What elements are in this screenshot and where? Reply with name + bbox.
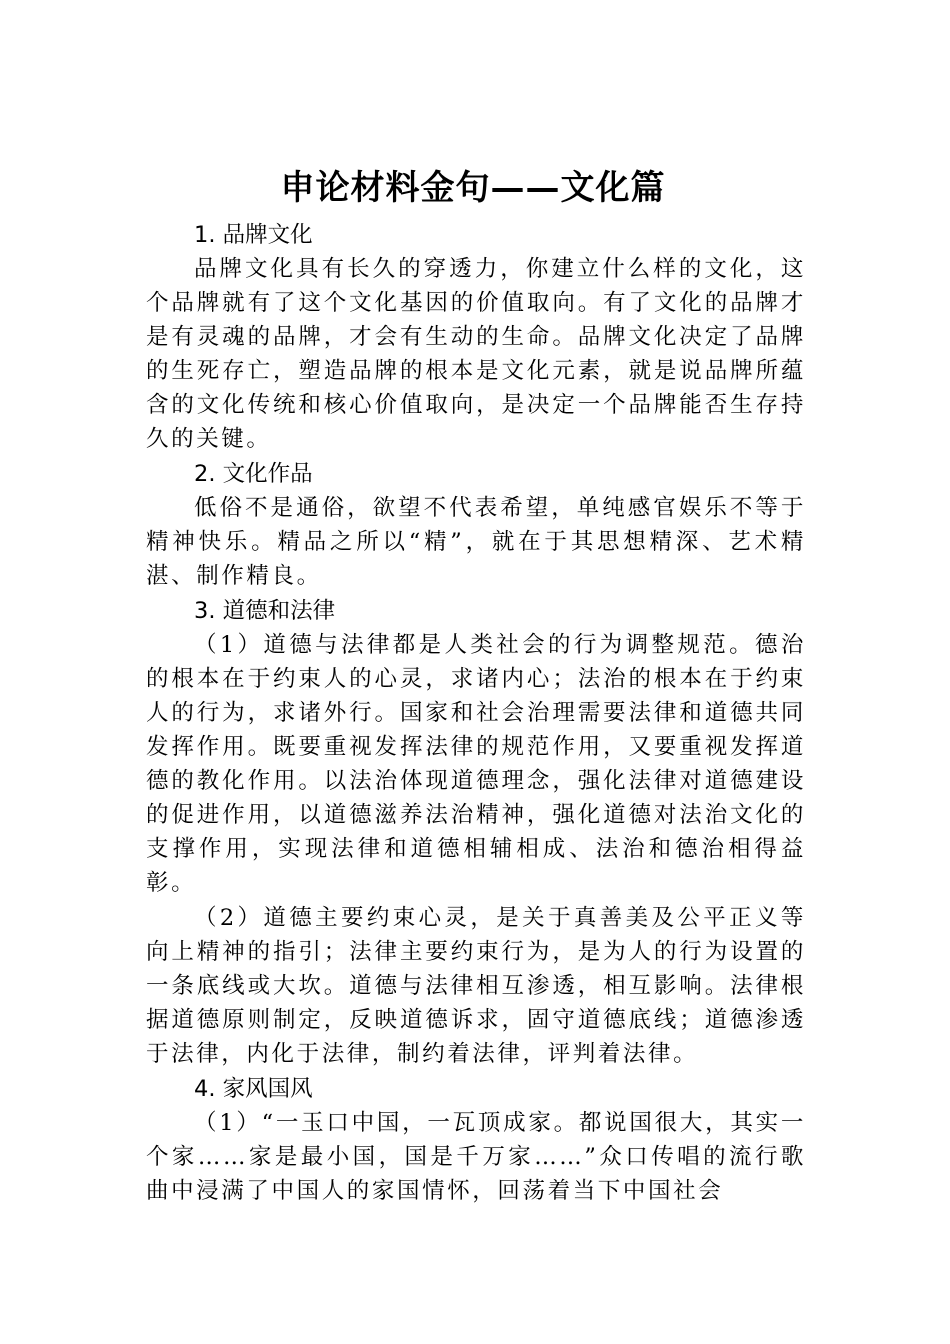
section-heading: 1. 品牌文化 xyxy=(194,222,313,248)
section-cultural-works xyxy=(146,457,806,593)
section-brand-culture xyxy=(146,218,806,456)
section-family-and-national-style xyxy=(146,1072,806,1208)
paragraph: （2）道德主要约束心灵，是关于真善美及公平正义等向上精神的指引；法律主要约束行为，是为人的行为设置的一条底线或大坎。道德与法律相互渗透，相互影响。法律根据道德原则制定，反映道德诉求，固守道德底线；道德渗透于法律，内化于法律，制约着法律，评判着法律。 xyxy=(146,905,806,1067)
section-heading: 4. 家风国风 xyxy=(194,1076,313,1102)
paragraph: （1）“一玉口中国，一瓦顶成家。都说国很大，其实一个家……家是最小国，国是千万家……”众口传唱的流行歌曲中浸满了中国人的家国情怀，回荡着当下中国社会 xyxy=(146,1110,806,1204)
document-page xyxy=(146,158,806,1209)
paragraph: （1）道德与法律都是人类社会的行为调整规范。德治的根本在于约束人的心灵，求诸内心；法治的根本在于约束人的行为，求诸外行。国家和社会治理需要法律和道德共同发挥作用。既要重视发挥法律的规范作用，又要重视发挥道德的教化作用。以法治体现道德理念，强化法律对道德建设的促进作用，以道德滋养法治精神，强化道德对法治文化的支撑作用，实现法律和道德相辅相成、法治和德治相得益彰。 xyxy=(146,632,806,896)
paragraph: 品牌文化具有长久的穿透力，你建立什么样的文化，这个品牌就有了这个文化基因的价值取向。有了文化的品牌才是有灵魂的品牌，才会有生动的生命。品牌文化决定了品牌的生死存亡，塑造品牌的根本是文化元素，就是说品牌所蕴含的文化传统和核心价值取向，是决定一个品牌能否生存持久的关键。 xyxy=(146,256,806,452)
section-heading: 3. 道德和法律 xyxy=(194,598,336,624)
section-morality-and-law xyxy=(146,594,806,1071)
document-title: 申论材料金句——文化篇 xyxy=(280,168,666,208)
section-heading: 2. 文化作品 xyxy=(194,461,313,487)
paragraph: 低俗不是通俗，欲望不代表希望，单纯感官娱乐不等于精神快乐。精品之所以“精”，就在于其思想精深、艺术精湛、制作精良。 xyxy=(146,495,806,589)
